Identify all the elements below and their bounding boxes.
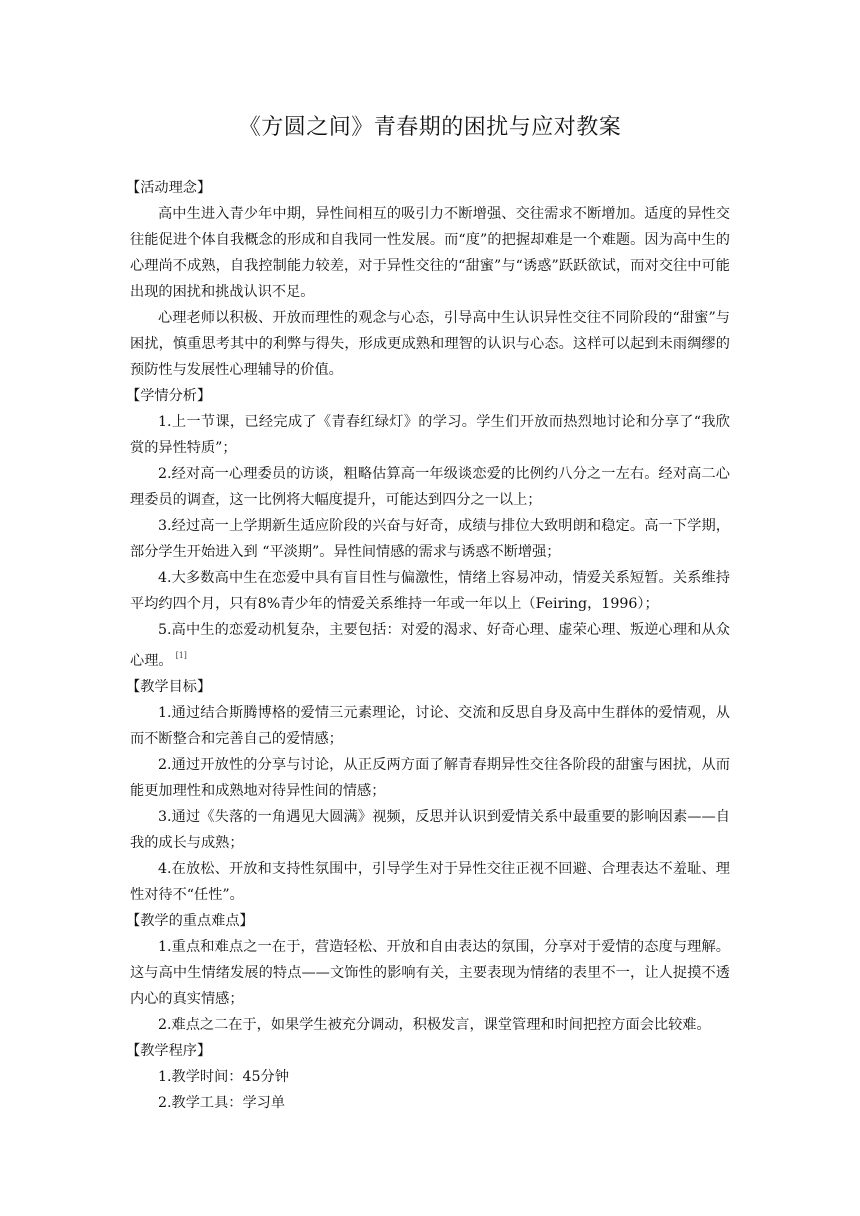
section-heading-student-analysis: 【学情分析】 bbox=[126, 388, 212, 404]
paragraph: 3.经过高一上学期新生适应阶段的兴奋与好奇，成绩与排位大致明朗和稳定。高一下学期，部分学生开始进入到 “平淡期”。异性间情感的需求与诱惑不断增强； bbox=[130, 518, 730, 560]
paragraph-text: 5.高中生的恋爱动机复杂，主要包括：对爱的渴求、好奇心理、虚荣心理、叛逆心理和从众心理。 bbox=[130, 622, 730, 669]
paragraph: 1.重点和难点之一在于，营造轻松、开放和自由表达的氛围，分享对于爱情的态度与理解。这与高中生情绪发展的特点——文饰性的影响有关，主要表现为情绪的表里不一，让人捉摸不透内心的真实情感； bbox=[130, 939, 730, 1007]
paragraph: 2.难点之二在于，如果学生被充分调动，积极发言，课堂管理和时间把控方面会比较难。 bbox=[158, 1017, 711, 1033]
paragraph: 2.教学工具：学习单 bbox=[158, 1095, 286, 1111]
citation-marker[interactable]: [1] bbox=[175, 651, 187, 660]
paragraph: 高中生进入青少年中期，异性间相互的吸引力不断增强、交往需求不断增加。适度的异性交往能促进个体自我概念的形成和自我同一性发展。而“度”的把握却难是一个难题。因为高中生的心理尚不成熟，自我控制能力较差，对于异性交往的“甜蜜”与“诱惑”跃跃欲试，而对交往中可能出现的困扰和挑战认识不足。 bbox=[130, 206, 730, 300]
section-heading-teaching-goals: 【教学目标】 bbox=[126, 679, 212, 695]
document-body bbox=[126, 175, 730, 1116]
section-heading-key-difficulties: 【教学的重点难点】 bbox=[126, 913, 254, 929]
paragraph: 1.教学时间：45分钟 bbox=[158, 1069, 289, 1085]
paragraph: 4.在放松、开放和支持性氛围中，引导学生对于异性交往正视不回避、合理表达不羞耻、理性对待不“任性”。 bbox=[130, 861, 730, 903]
paragraph: 2.通过开放性的分享与讨论，从正反两方面了解青春期异性交往各阶段的甜蜜与困扰，从而能更加理性和成熟地对待异性间的情感； bbox=[130, 757, 730, 799]
paragraph: 2.经对高一心理委员的访谈，粗略估算高一年级谈恋爱的比例约八分之一左右。经对高二心理委员的调查，这一比例将大幅度提升，可能达到四分之一以上； bbox=[130, 466, 730, 508]
paragraph: 1.通过结合斯腾博格的爱情三元素理论，讨论、交流和反思自身及高中生群体的爱情观，从而不断整合和完善自己的爱情感； bbox=[130, 705, 730, 747]
paragraph: 3.通过《失落的一角遇见大圆满》视频，反思并认识到爱情关系中最重要的影响因素——自我的成长与成熟； bbox=[130, 809, 730, 851]
paragraph-with-citation bbox=[130, 617, 730, 674]
paragraph: 心理老师以积极、开放而理性的观念与心态，引导高中生认识异性交往不同阶段的“甜蜜”与困扰，慎重思考其中的利弊与得失，形成更成熟和理智的认识与心态。这样可以起到未雨绸缪的预防性与发展性心理辅导的价值。 bbox=[130, 310, 730, 378]
paragraph: 1.上一节课，已经完成了《青春红绿灯》的学习。学生们开放而热烈地讨论和分享了“我欣赏的异性特质”； bbox=[130, 414, 730, 456]
section-heading-teaching-procedure: 【教学程序】 bbox=[126, 1043, 212, 1059]
section-heading-activity-concept: 【活动理念】 bbox=[126, 180, 212, 196]
document-title: 《方圆之间》青春期的困扰与应对教案 bbox=[238, 115, 622, 140]
paragraph: 4.大多数高中生在恋爱中具有盲目性与偏激性，情绪上容易冲动，情爱关系短暂。关系维持平均约四个月，只有8%青少年的情爱关系维持一年或一年以上（Feiring，1996）； bbox=[130, 570, 730, 612]
